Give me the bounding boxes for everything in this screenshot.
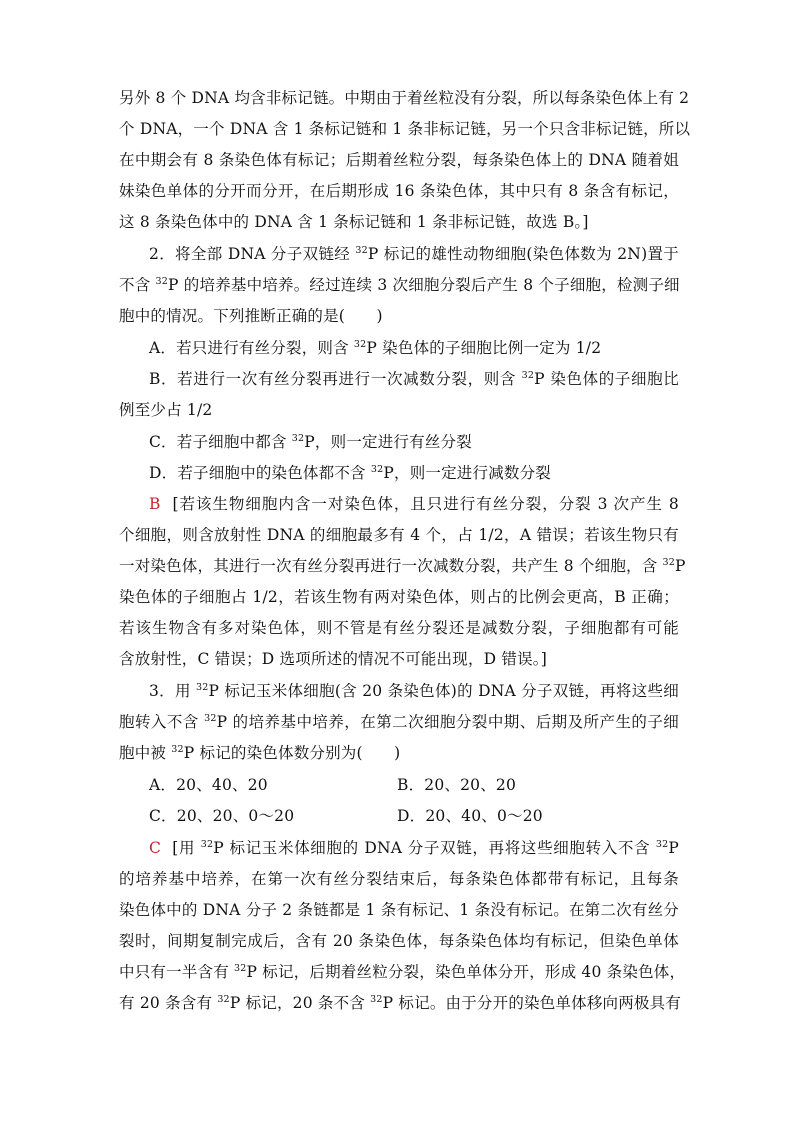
q3-option-c: C．20、20、0～20	[149, 807, 295, 825]
q3-stem-line: 胞转入不含 $^{32}$P 的培养基中培养，在第二次细胞分裂中期、后期及所产生的子细	[119, 713, 679, 731]
q2-option-c: C．若子细胞中都含 $^{32}$P，则一定进行有丝分裂	[149, 433, 472, 451]
q2-explanation-line: 一对染色体，其进行一次有丝分裂再进行一次减数分裂，共产生 8 个细胞，含 $^{32}$P	[119, 557, 686, 575]
q2-explanation-first: B [若该生物细胞内含一对染色体，且只进行有丝分裂，分裂 3 次产生 8	[149, 495, 679, 513]
q3-stem-line: 3．用 $^{32}$P 标记玉米体细胞(含 20 条染色体)的 DNA 分子双链，再将这些细	[149, 682, 679, 700]
q3-options-row-2	[149, 806, 679, 826]
intro-line: 个 DNA，一个 DNA 含 1 条标记链和 1 条非标记链，另一个只含非标记链，所以	[119, 120, 691, 138]
intro-line: 另外 8 个 DNA 均含非标记链。中期由于着丝粒没有分裂，所以每条染色体上有 2	[119, 89, 690, 107]
q2-option-b-cont: 例至少占 1/2	[119, 401, 213, 419]
q3-explanation-line: 裂时，间期复制完成后，含有 20 条染色体，每条染色体均有标记，但染色单体	[119, 932, 679, 950]
q2-stem-line: 不含 $^{32}$P 的培养基中培养。经过连续 3 次细胞分裂后产生 8 个子细胞，检测子细	[119, 276, 680, 294]
q3-explanation-line: 有 20 条含有 $^{32}$P 标记，20 条不含 $^{32}$P 标记。由于分开的染色单体移向两极具有	[119, 994, 682, 1012]
q2-answer-letter: B	[149, 495, 161, 513]
q3-options-row-1	[149, 775, 679, 795]
q2-explanation-line: 染色体的子细胞占 1/2，若该生物有两对染色体，则占的比例会更高，B 正确；	[119, 588, 679, 606]
q3-explanation-line: 染色体中的 DNA 分子 2 条链都是 1 条有标记、1 条没有标记。在第二次有丝分	[119, 901, 679, 919]
q3-answer-letter: C	[149, 839, 162, 857]
q3-option-a: A．20、40、20	[149, 776, 268, 794]
q3-explanation-line: 的培养基中培养，在第一次有丝分裂结束后，每条染色体都带有标记，且每条	[119, 870, 679, 888]
q3-option-d: D．20、40、0～20	[397, 807, 543, 825]
q3-option-b: B．20、20、20	[397, 776, 517, 794]
intro-line: 在中期会有 8 条染色体有标记；后期着丝粒分裂，每条染色体上的 DNA 随着姐	[119, 151, 679, 169]
q2-explanation-line: 含放射性，C 错误；D 选项所述的情况不可能出现，D 错误。]	[119, 650, 547, 668]
q3-explanation-first: C [用 $^{32}$P 标记玉米体细胞的 DNA 分子双链，再将这些细胞转入不含 $^{32}$P	[149, 839, 679, 857]
q2-stem-line: 胞中的情况。下列推断正确的是( )	[119, 307, 383, 325]
q2-explanation-line: 若该生物含有多对染色体，则不管是有丝分裂还是减数分裂，子细胞都有可能	[119, 619, 679, 637]
q2-explanation-line: 个细胞，则含放射性 DNA 的细胞最多有 4 个，占 1/2，A 错误；若该生物只有	[119, 526, 679, 544]
q2-option-b: B．若进行一次有丝分裂再进行一次减数分裂，则含 $^{32}$P 染色体的子细胞比	[149, 370, 680, 388]
q2-option-a: A．若只进行有丝分裂，则含 $^{32}$P 染色体的子细胞比例一定为 1/2	[149, 339, 602, 357]
q3-explanation-line: 中只有一半含有 $^{32}$P 标记，后期着丝粒分裂，染色单体分开，形成 40 条染色体，	[119, 963, 686, 981]
intro-line: 这 8 条染色体中的 DNA 含 1 条标记链和 1 条非标记链，故选 B。]	[119, 213, 589, 231]
q2-stem-line: 2．将全部 DNA 分子双链经 $^{32}$P 标记的雄性动物细胞(染色体数为 2N)置于	[149, 245, 680, 263]
q2-option-d: D．若子细胞中的染色体都不含 $^{32}$P，则一定进行减数分裂	[149, 464, 551, 482]
q3-stem-line: 胞中被 $^{32}$P 标记的染色体数分别为( )	[119, 744, 401, 762]
intro-line: 妹染色单体的分开而分开，在后期形成 16 条染色体，其中只有 8 条含有标记，	[119, 182, 679, 200]
